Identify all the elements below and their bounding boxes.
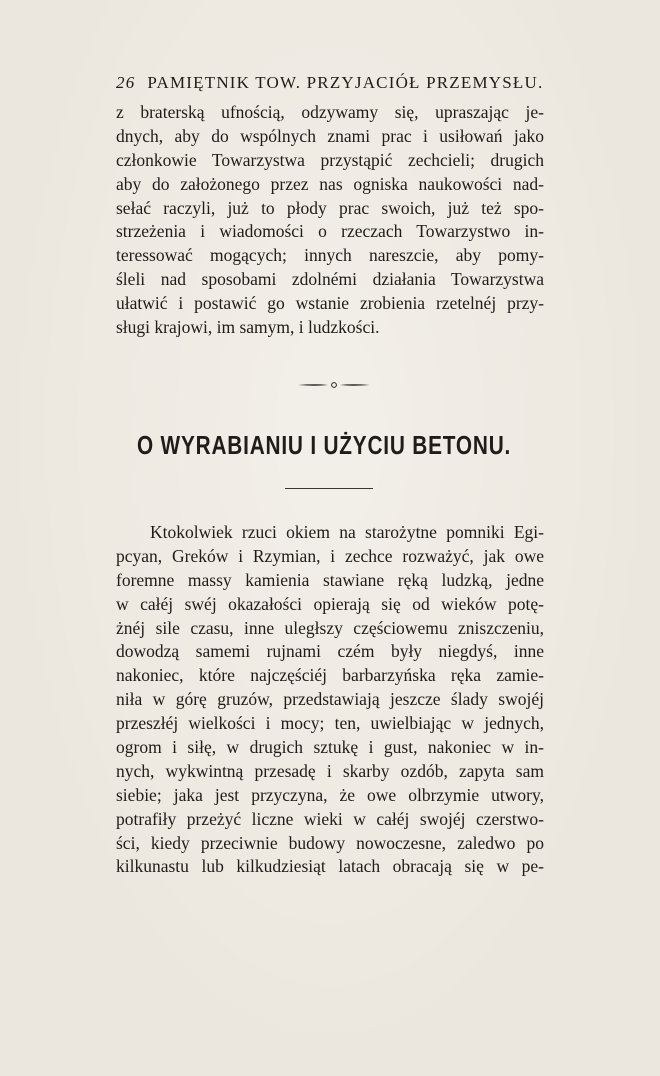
text-line: nakoniec, które najczęściéj barbarzyńska ręka zamie- — [116, 665, 544, 686]
text-line: Ktokolwiek rzuci okiem na starożytne pomniki Egi- — [150, 522, 544, 542]
text-line: ści, kiedy przeciwnie budowy nowoczesne, zaledwo po — [116, 832, 544, 853]
text-line: foremne massy kamienia stawiane ręką ludzką, jedne — [116, 569, 544, 590]
text-line: dnych, aby do wspólnych znami prac i usiłowań jako — [116, 125, 544, 146]
text-line: kilkunastu lub kilkudziesiąt latach obracają się w pe- — [116, 856, 544, 877]
running-head — [116, 73, 544, 93]
text-line: pcyan, Greków i Rzymian, i zechce rozważyć, jak owe — [116, 545, 544, 566]
title-underline-rule — [285, 488, 373, 489]
running-head-title: PAMIĘTNIK TOW. PRZYJACIÓŁ PRZEMYSŁU. — [147, 73, 544, 92]
text-line: z braterską ufnością, odzywamy się, upraszając je- — [116, 102, 544, 122]
text-line: ułatwić i postawić go wstanie zrobienia rzetelnéj przy- — [116, 293, 544, 314]
text-line: przeszłéj wielkości i mocy; ten, uwielbiając w jednych, — [116, 713, 544, 734]
text-line: w całéj swéj okazałości opierają się od wieków potę- — [116, 593, 544, 614]
text-line: niła w górę gruzów, przedstawiają jeszcze ślady swojéj — [116, 689, 544, 710]
article-title: O WYRABIANIU I UŻYCIU BETONU. — [137, 430, 512, 460]
text-line: nych, wykwintną przesadę i skarby ozdób, zapyta sam — [116, 760, 544, 781]
continuation-paragraph — [116, 101, 544, 340]
text-line: strzeżenia i wiadomości o rzeczach Towarzystwo in- — [116, 221, 544, 242]
text-line: sługi krajowi, im samym, i ludzkości. — [116, 317, 380, 338]
text-line: żnéj sile czasu, inne uległszy częściowemu zniszczeniu, — [116, 617, 544, 638]
page-number: 26 — [116, 73, 136, 92]
text-line: ogrom i siłę, w drugich sztukę i gust, nakoniec w in- — [116, 737, 544, 758]
text-line: śleli nad sposobami zdolnémi działania Towarzystwa — [116, 269, 544, 290]
text-line: siebie; jaka jest przyczyna, że owe olbrzymie utwory, — [116, 784, 544, 805]
text-line: sełać raczyli, już to płody prac swoich, już też spo- — [116, 197, 544, 218]
text-line: aby do założonego przez nas ogniska naukowości nad- — [116, 173, 544, 194]
section-divider-ornament — [296, 379, 372, 391]
text-line: teressować mogących; innych nareszcie, aby pomy- — [116, 245, 544, 266]
article-paragraph — [116, 521, 544, 879]
text-line: członkowie Towarzystwa przystąpić zechcieli; drugich — [116, 149, 544, 170]
text-line: potrafiły przeżyć liczne wieki w całéj swojéj czerstwo- — [116, 808, 544, 829]
text-line: dowodzą samemi rujnami czém były niegdyś, inne — [116, 641, 544, 662]
